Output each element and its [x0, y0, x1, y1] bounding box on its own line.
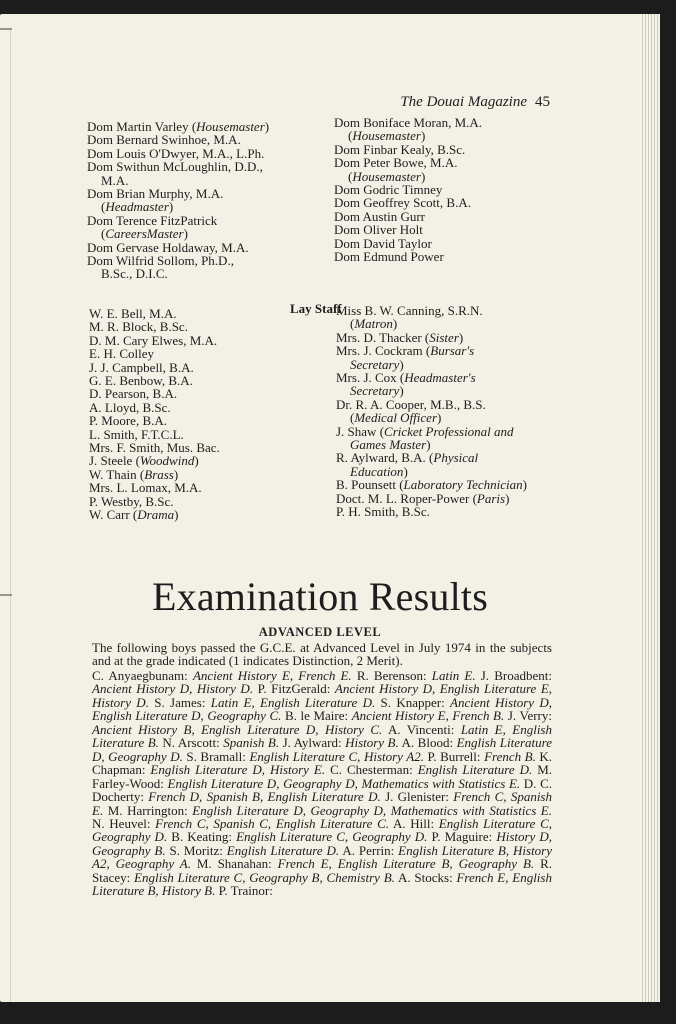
staff-entry: Dom Edmund Power [334, 249, 444, 265]
candidate-name: P. FitzGerald [257, 681, 327, 697]
monks-list-right [334, 116, 482, 263]
candidate-grades: History B. [345, 735, 399, 751]
staff-entry: Dom David Taylor [334, 235, 432, 251]
lay-staff-entry: Mrs. J. Cox (Headmaster's [336, 370, 476, 386]
staff-entry: Dom Geoffrey Scott, B.A. [334, 195, 471, 211]
staff-entry: Dom Peter Bowe, M.A. [334, 155, 458, 171]
candidate-name: A. Blood [401, 735, 450, 751]
candidate-name: B. le Maire [284, 708, 345, 724]
lay-staff-entry: B. Pounsett (Laboratory Technician) [336, 477, 527, 493]
lay-staff-entry: W. Carr (Drama) [89, 507, 179, 523]
staff-entry: M.A. [101, 172, 129, 188]
candidate-grades: English Literature D, History E. [150, 762, 326, 778]
candidate-name: A. Vincenti [387, 721, 451, 737]
candidate-grades: English Literature D, Geography D. [92, 735, 553, 764]
staff-entry: (CareersMaster) [101, 226, 188, 242]
lay-staff-entry: Education) [350, 463, 408, 479]
staff-entry: Dom Wilfrid Sollom, Ph.D., [87, 253, 234, 269]
candidate-grades: Ancient History D, History D. [92, 681, 254, 697]
lay-staff-entry: W. Thain (Brass) [89, 466, 179, 482]
staff-entry: Dom Finbar Kealy, B.Sc. [334, 141, 466, 157]
candidate-name: P. Trainor [218, 883, 270, 899]
results-paragraph: C. Anyaegbunam: Ancient History E, French E. R. Berenson: Latin E. J. Broadbent: Ancient History D, History D. P. FitzGerald: Ancient History D, English Literature E, History D. S. James: Latin E, English Literature D. S. Knapper: Ancient History D, English Literature D, Geography C. B. le Maire: Ancient History E, French B. J. Verry: Ancient History B, English Literature D, History C. A. Vincenti: Latin E, English Literature B. N. Arscott: Spanish B. J. Aylward: History B. A. Blood: English Literature D, Geography D. S. Bramall: English Literature C, History A2. P. Burrell: French B. K. Chapman: English Literature D, History E. C. Chesterman: English Literature D. M. Farley-Wood: English Literature D, Geography D, Mathematics with Statistics E. D. C. Docherty: French D, Spanish B, English Literature D. J. Glenister: French C, Spanish E. M. Harrington: English Literature D, Geography D, Mathematics with Statistics E. N. Heuvel: French C, Spanish C, English Literature C. A. Hill: English Literature C, Geography D. B. Keating: English Literature C, Geography D. P. Maguire: History D, Geography B. S. Moritz: English Literature D. A. Perrin: English Literature B, History A2, Geography A. M. Shanahan: French E, English Literature B, Geography B. R. Stacey: English Literature C, Geography B, Chemistry B. A. Stocks: French E, English Literature B, History B. P. Trainor: [92, 668, 553, 899]
candidate-name: R. Berenson [356, 668, 424, 683]
candidate-grades: English Literature C, History A2. [249, 748, 424, 764]
candidate-name: S. Moritz [169, 842, 220, 858]
lay-staff-entry: P. Westby, B.Sc. [89, 493, 174, 509]
candidate-grades: French E, English Literature B, Geography B. [277, 856, 535, 872]
lay-staff-entry: J. Steele (Woodwind) [89, 453, 199, 469]
candidate-name: M. Farley-Wood [92, 762, 553, 791]
lay-staff-entry: P. H. Smith, B.Sc. [336, 504, 430, 520]
staff-entry: Dom Brian Murphy, M.A. [87, 186, 224, 202]
staff-entry: Dom Bernard Swinhoe, M.A. [87, 132, 241, 148]
staff-entry: (Headmaster) [101, 199, 174, 215]
intro-paragraph: The following boys passed the G.C.E. at Advanced Level in July 1974 in the subjects and at the grade indicated (1 indicates Distinction, 2 Merit). [92, 640, 552, 669]
candidate-name: A. Hill [392, 815, 431, 831]
staff-entry: Dom Godric Timney [334, 182, 443, 198]
candidate-grades: English Literature C, Geography D. [92, 815, 552, 845]
lay-staff-entry: D. M. Cary Elwes, M.A. [89, 332, 218, 348]
candidate-grades: History D, Geography B. [92, 829, 553, 858]
candidate-name: J. Broadbent [480, 668, 549, 683]
candidate-grades: Spanish B. [223, 735, 280, 751]
magazine-page [0, 14, 640, 1002]
candidate-grades: English Literature C, Geography B, Chemistry B. [134, 869, 395, 885]
candidate-grades: English Literature D, Geography D, Mathematics with Statistics E. [192, 802, 552, 818]
candidate-grades: Ancient History B, English Literature D, History C. [92, 721, 383, 737]
candidate-name: N. Heuvel [92, 815, 147, 831]
lay-staff-entry: Mrs. D. Thacker (Sister) [336, 329, 464, 345]
candidate-name: P. Maguire [431, 829, 489, 845]
binding-tick [0, 28, 12, 30]
lay-staff-entry: J. Shaw (Cricket Professional and [336, 423, 514, 439]
staff-entry: Dom Swithun McLoughlin, D.D., [87, 159, 263, 175]
candidate-name: D. C. Docherty [92, 775, 553, 805]
binding-line [10, 28, 11, 1002]
candidate-name: J. Verry [507, 708, 549, 724]
lay-staff-entry: Secretary) [350, 383, 404, 399]
lay-staff-entry: M. R. Block, B.Sc. [89, 319, 188, 335]
lay-staff-entry: Mrs. L. Lomax, M.A. [89, 480, 202, 496]
lay-staff-entry: L. Smith, F.T.C.L. [89, 426, 184, 442]
staff-entry: Dom Austin Gurr [334, 208, 425, 224]
lay-staff-entry: Doct. M. L. Roper-Power (Paris) [336, 490, 510, 506]
candidate-name: S. Knapper [380, 694, 442, 710]
staff-entry: Dom Martin Varley (Housemaster) [87, 119, 270, 134]
candidate-grades: French C, Spanish C, English Literature C. [155, 815, 390, 831]
lay-staff-entry: (Matron) [350, 316, 398, 332]
lay-staff-entry: Mrs. F. Smith, Mus. Bac. [89, 440, 220, 456]
staff-entry: Dom Louis O'Dwyer, M.A., L.Ph. [87, 145, 265, 161]
candidate-grades: English Literature B, History A2, Geography A. [92, 842, 553, 872]
lay-staff-entry: W. E. Bell, M.A. [89, 306, 177, 321]
lay-staff-entry: P. Moore, B.A. [89, 413, 168, 429]
candidate-name: J. Glenister [385, 789, 446, 805]
candidate-grades: French C, Spanish E. [92, 789, 552, 818]
lay-staff-list-right [336, 304, 527, 519]
candidate-name: S. James [154, 694, 202, 710]
candidate-name: M. Harrington [107, 802, 185, 818]
lay-staff-entry: (Medical Officer) [350, 410, 442, 426]
lay-staff-list-left [89, 307, 220, 522]
lay-staff-entry: D. Pearson, B.A. [89, 386, 178, 402]
running-header [370, 94, 550, 111]
advanced-level-heading: ADVANCED LEVEL [258, 625, 382, 639]
candidate-grades: French E, English Literature B, History B. [92, 869, 552, 899]
lay-staff-entry: Mrs. J. Cockram (Bursar's [336, 343, 475, 359]
candidate-grades: English Literature C, Geography D. [236, 829, 428, 845]
lay-staff-entry: Dr. R. A. Cooper, M.B., B.S. [336, 396, 486, 412]
magazine-title: The Douai Magazine [400, 94, 527, 110]
candidate-grades: Ancient History D, English Literature D, Geography C. [92, 694, 552, 724]
page-number: 45 [535, 94, 550, 110]
staff-entry: Dom Terence FitzPatrick [87, 212, 218, 228]
candidate-grades: English Literature D, Geography D, Mathematics with Statistics E. [167, 775, 521, 791]
candidate-grades: Latin E, English Literature B. [92, 721, 552, 751]
candidate-name: J. Aylward [282, 735, 338, 751]
staff-entry: B.Sc., D.I.C. [101, 266, 168, 282]
candidate-name: M. Shanahan [196, 856, 269, 872]
candidate-grades: Latin E, English Literature D. [210, 694, 376, 710]
lay-staff-entry: R. Aylward, B.A. (Physical [336, 450, 479, 466]
lay-staff-entry: J. J. Campbell, B.A. [89, 359, 194, 375]
lay-staff-entry: E. H. Colley [89, 346, 154, 362]
candidate-grades: Ancient History E, French B. [351, 708, 505, 724]
monks-list-left [87, 120, 269, 281]
staff-entry: Dom Oliver Holt [334, 222, 423, 238]
candidate-grades: English Literature D. [226, 842, 340, 858]
staff-entry: Dom Gervase Holdaway, M.A. [87, 239, 249, 255]
candidate-name: C. Anyaegbunam [92, 668, 185, 683]
candidate-grades: Latin E. [431, 668, 476, 683]
candidate-name: B. Keating [171, 829, 229, 845]
staff-entry: Dom Boniface Moran, M.A. [334, 115, 483, 130]
candidate-name: A. Stocks [397, 869, 450, 885]
candidate-name: A. Perrin [342, 842, 391, 858]
candidate-name: P. Burrell [427, 748, 477, 764]
lay-staff-entry: Miss B. W. Canning, S.R.N. [336, 303, 483, 318]
candidate-grades: French B. [484, 748, 536, 764]
candidate-grades: English Literature D. [417, 762, 533, 778]
lay-staff-entry: Secretary) [350, 356, 404, 372]
candidate-name: N. Arscott [162, 735, 217, 751]
lay-staff-entry: A. Lloyd, B.Sc. [89, 399, 171, 415]
lay-staff-entry: Games Master) [350, 437, 431, 453]
candidate-name: C. Chesterman [330, 762, 410, 778]
staff-entry: (Housemaster) [348, 128, 426, 144]
lay-staff-heading: Lay Staff [290, 301, 342, 316]
exam-results-title: Examination Results [152, 574, 488, 619]
staff-entry: (Housemaster) [348, 168, 426, 184]
candidate-grades: Ancient History E, French E. [192, 668, 352, 683]
candidate-name: R. Stacey [92, 856, 552, 885]
candidate-name: K. Chapman [92, 748, 553, 778]
candidate-grades: Ancient History D, English Literature E, History D. [92, 681, 553, 710]
lay-staff-entry: G. E. Benbow, B.A. [89, 373, 193, 389]
candidate-name: S. Bramall [186, 748, 243, 764]
candidate-grades: French D, Spanish B, English Literature D. [148, 789, 381, 805]
